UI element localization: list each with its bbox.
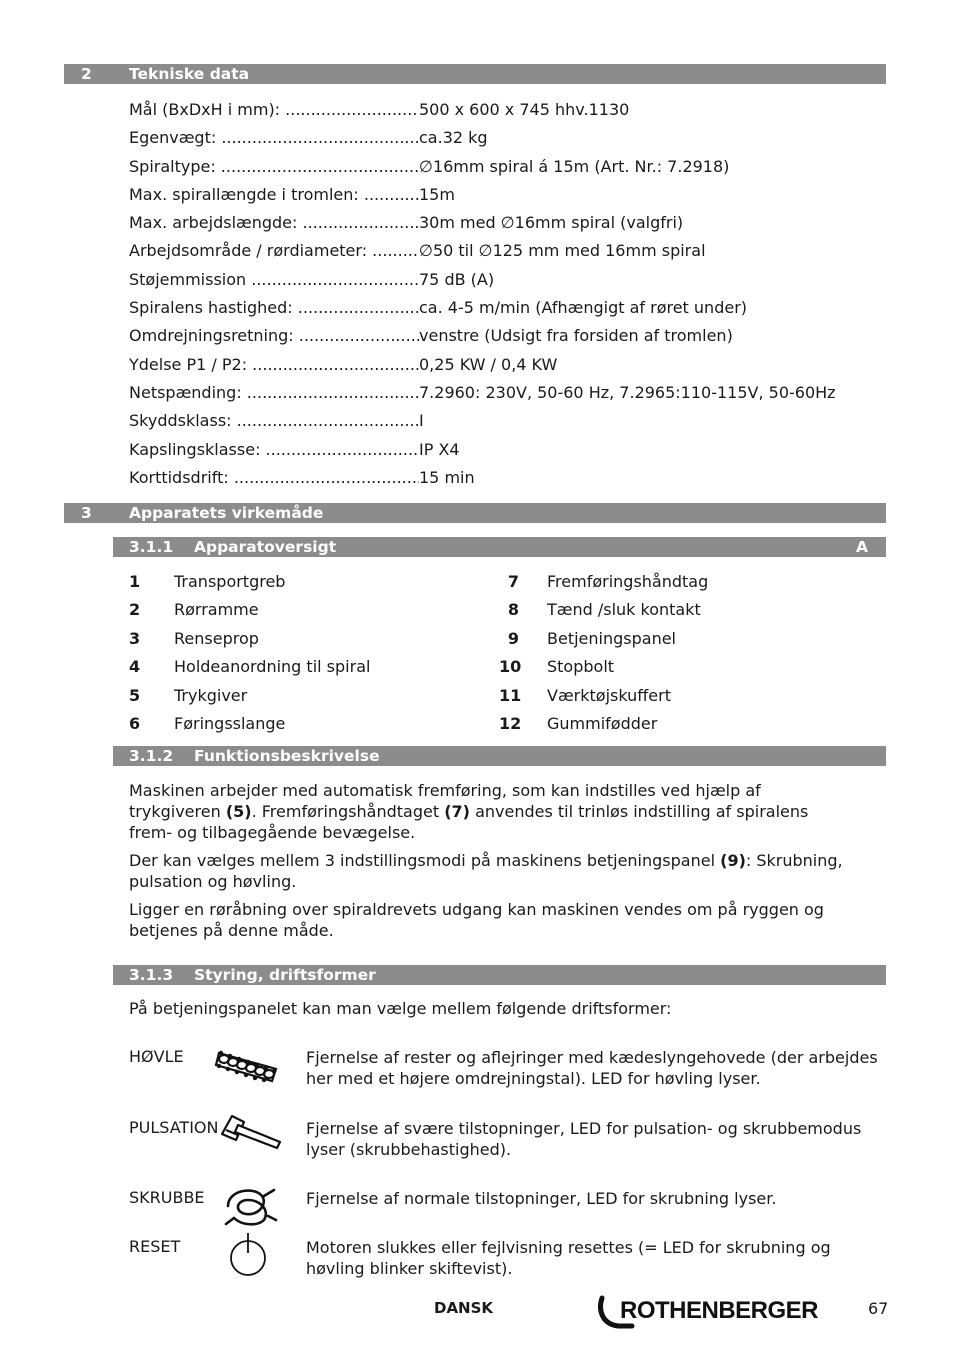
list-item: [129, 625, 829, 653]
text: anvendes til trinløs indstilling af spiralens frem- og tilbagegående bevægelse.: [129, 802, 809, 842]
text: . Fremføringshåndtaget: [251, 802, 440, 821]
part-number: 11: [499, 685, 522, 705]
text: På betjeningspanelet kan man vælge mellem følgende driftsformer:: [129, 999, 672, 1018]
figure-ref: A: [856, 538, 868, 556]
spec-label: Omdrejningsretning: .....: [129, 322, 419, 350]
spec-row: [129, 96, 909, 124]
spec-row: [129, 181, 909, 209]
spec-row: [129, 322, 909, 350]
list-item: [129, 568, 829, 596]
spec-row: [129, 464, 909, 492]
spec-value: venstre (Udsigt fra forsiden af tromlen): [419, 322, 733, 350]
text: Maskinen arbejder med automatisk fremføring, som kan indstilles ved hjælp af trykgiveren: [129, 781, 761, 821]
spec-label: Netspænding: .....: [129, 379, 419, 407]
text-bold: (5): [225, 802, 252, 821]
spec-value: 0,25 KW / 0,4 KW: [419, 351, 557, 379]
spec-row: [129, 209, 909, 237]
page-number: 67: [868, 1299, 889, 1318]
mode-name: PULSATION: [129, 1118, 219, 1137]
part-number: 9: [507, 628, 519, 648]
spec-value: 15m: [419, 181, 455, 209]
list-item: [129, 710, 829, 738]
mode-name: SKRUBBE: [129, 1188, 205, 1207]
list-item: [129, 653, 829, 681]
section-number: 3: [81, 504, 92, 522]
spec-value: I: [419, 407, 424, 435]
mode-description: Motoren slukkes eller fejlvisning resettes (= LED for skrubning og høvling blinker skiftevist).: [306, 1238, 831, 1278]
spec-label: Mål (BxDxH i mm): .....: [129, 96, 419, 124]
part-label: Stopbolt: [547, 657, 615, 677]
part-label: Værktøjskuffert: [547, 685, 671, 705]
spec-row: [129, 379, 909, 407]
modes-intro: [129, 998, 849, 1019]
spec-value: 75 dB (A): [419, 266, 494, 294]
rothenberger-logo: [596, 1292, 836, 1334]
part-label: Betjeningspanel: [547, 628, 676, 648]
spec-label: Max. spirallængde i tromlen: .....: [129, 181, 419, 209]
section-3-1-1-header: [113, 537, 886, 557]
spec-label: Max. arbejdslængde: .....: [129, 209, 419, 237]
spec-label: Støjemmission .....: [129, 266, 419, 294]
section-3-header: [64, 503, 886, 523]
spec-row: [129, 266, 909, 294]
spec-row: [129, 153, 909, 181]
part-label: Trykgiver: [174, 685, 248, 705]
list-item: [129, 596, 829, 624]
part-number: 8: [507, 600, 519, 620]
section-title: Funktionsbeskrivelse: [194, 747, 380, 765]
part-label: Gummifødder: [547, 713, 658, 733]
spec-row: [129, 436, 909, 464]
part-number: 2: [129, 600, 141, 620]
footer-language: DANSK: [434, 1299, 494, 1317]
part-number: 4: [129, 657, 141, 677]
spec-label: Korttidsdrift: .....: [129, 464, 419, 492]
part-number: 6: [129, 713, 141, 733]
part-label: Føringsslange: [174, 713, 286, 733]
paragraph: [129, 780, 849, 843]
spec-value: ca.32 kg: [419, 124, 488, 152]
text: : Skrubning, pulsation og høvling.: [129, 851, 843, 891]
section-number: 3.1.3: [129, 966, 174, 984]
section-title: Apparatoversigt: [194, 538, 337, 556]
spec-label: Arbejdsområde / rørdiameter: .....: [129, 237, 419, 265]
part-number: 3: [129, 628, 141, 648]
text: Ligger en røråbning over spiraldrevets udgang kan maskinen vendes om på ryggen og betjenes på denne måde.: [129, 900, 824, 940]
spec-label: Spiraltype: .....: [129, 153, 419, 181]
spec-row: [129, 237, 909, 265]
mode-description: Fjernelse af rester og aflejringer med kædeslyngehovede (der arbejdes her med et højere omdrejningstal). LED for høvling lyser.: [306, 1048, 878, 1088]
part-label: Transportgreb: [174, 572, 286, 591]
section-title: Styring, driftsformer: [194, 966, 376, 984]
text-bold: (9): [720, 851, 746, 870]
mode-description: Fjernelse af svære tilstopninger, LED for pulsation- og skrubbemodus lyser (skrubbehastighed).: [306, 1119, 862, 1159]
power-icon: [214, 1231, 284, 1281]
text: Der kan vælges mellem 3 indstillingsmodi på maskinens betjeningspanel: [129, 851, 716, 870]
mode-name: RESET: [129, 1237, 181, 1256]
knot-icon: [214, 1180, 284, 1230]
spec-label: Kapslingsklasse: .....: [129, 436, 419, 464]
paragraph: [129, 850, 849, 892]
part-number: 10: [499, 657, 522, 677]
spec-row: [129, 407, 909, 435]
function-description: [129, 780, 849, 948]
part-number: 5: [129, 685, 141, 705]
section-3-1-3-header: [113, 965, 886, 985]
spec-value: ∅16mm spiral á 15m (Art. Nr.: 7.2918): [419, 153, 729, 181]
spec-value: 15 min: [419, 464, 475, 492]
part-number: 12: [499, 713, 522, 733]
section-3-1-2-header: [113, 746, 886, 766]
spec-value: IP X4: [419, 436, 460, 464]
parts-list: [129, 568, 829, 738]
spec-row: [129, 124, 909, 152]
text-bold: (7): [444, 802, 470, 821]
spec-label: Ydelse P1 / P2: .....: [129, 351, 419, 379]
brand-name: ROTHENBERGER: [620, 1297, 819, 1324]
spec-value: ∅50 til ∅125 mm med 16mm spiral: [419, 237, 706, 265]
part-label: Renseprop: [174, 628, 259, 648]
section-title: Tekniske data: [129, 65, 250, 83]
spec-value: 30m med ∅16mm spiral (valgfri): [419, 209, 683, 237]
spec-row: [129, 351, 909, 379]
spec-label: Spiralens hastighed: .....: [129, 294, 419, 322]
part-label: Fremføringshåndtag: [547, 572, 709, 591]
section-number: 3.1.1: [129, 538, 174, 556]
technical-data-list: [129, 96, 909, 492]
hammer-icon: [214, 1110, 284, 1160]
spec-label: Skyddsklass: .....: [129, 407, 419, 435]
section-number: 2: [81, 65, 92, 83]
part-label: Tænd /sluk kontakt: [547, 600, 701, 620]
mode-description: Fjernelse af normale tilstopninger, LED for skrubning lyser.: [306, 1189, 777, 1208]
paragraph: [129, 899, 849, 941]
section-2-header: [64, 64, 886, 84]
spec-label: Egenvægt: .....: [129, 124, 419, 152]
part-number: 7: [507, 572, 519, 591]
part-label: Holdeanordning til spiral: [174, 657, 371, 677]
spec-value: 500 x 600 x 745 hhv.1130: [419, 96, 629, 124]
part-number: 1: [129, 572, 141, 591]
section-number: 3.1.2: [129, 747, 174, 765]
spec-value: ca. 4-5 m/min (Afhængigt af røret under): [419, 294, 747, 322]
spec-row: [129, 294, 909, 322]
part-label: Rørramme: [174, 600, 259, 620]
mode-name: HØVLE: [129, 1047, 184, 1066]
section-title: Apparatets virkemåde: [129, 504, 324, 522]
spec-value: 7.2960: 230V, 50-60 Hz, 7.2965:110-115V, 50-60Hz: [419, 379, 836, 407]
chain-icon: [214, 1039, 284, 1089]
list-item: [129, 682, 829, 710]
